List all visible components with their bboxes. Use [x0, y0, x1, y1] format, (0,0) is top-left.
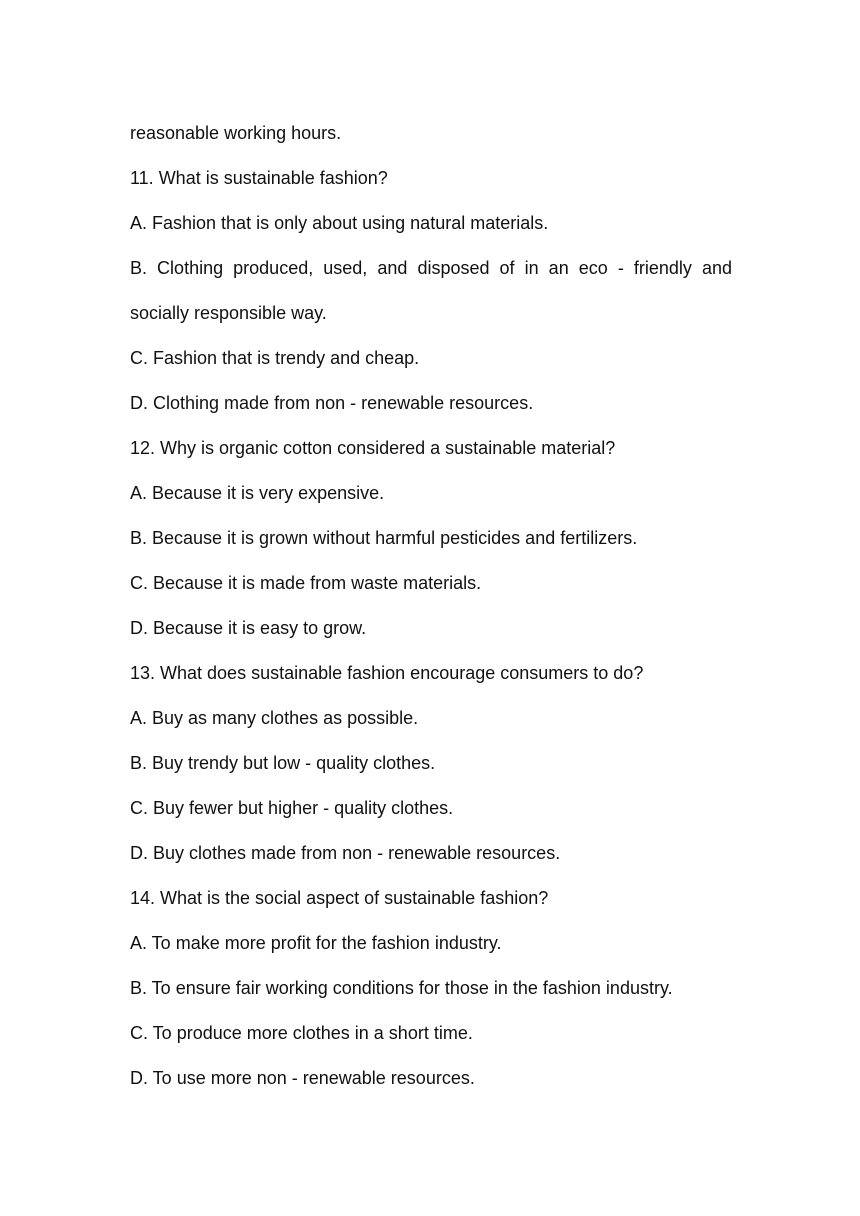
- option-a: A. Because it is very expensive.: [130, 483, 385, 503]
- option-d: D. To use more non - renewable resources.: [130, 1068, 475, 1088]
- question-stem: 14. What is the social aspect of sustainable fashion?: [130, 888, 549, 908]
- option-c: C. Fashion that is trendy and cheap.: [130, 348, 420, 368]
- question-12: [130, 426, 732, 651]
- option-b: B. Because it is grown without harmful pesticides and fertilizers.: [130, 528, 638, 548]
- option-c: C. Because it is made from waste materials.: [130, 573, 482, 593]
- option-d: D. Clothing made from non - renewable resources.: [130, 393, 534, 413]
- question-stem: 12. Why is organic cotton considered a sustainable material?: [130, 438, 616, 458]
- question-14: [130, 876, 732, 1101]
- question-stem: 13. What does sustainable fashion encourage consumers to do?: [130, 663, 644, 683]
- option-d: D. Buy clothes made from non - renewable resources.: [130, 843, 561, 863]
- option-b: B. Buy trendy but low - quality clothes.: [130, 753, 436, 773]
- question-13: [130, 651, 732, 876]
- option-a: A. Fashion that is only about using natural materials.: [130, 213, 549, 233]
- document-page: [130, 111, 732, 1101]
- question-11: [130, 156, 732, 426]
- option-c: C. Buy fewer but higher - quality clothes.: [130, 798, 454, 818]
- option-b: B. Clothing produced, used, and disposed of in an eco - friendly and socially responsible way.: [130, 258, 732, 323]
- question-stem: 11. What is sustainable fashion?: [130, 168, 388, 188]
- option-b: B. To ensure fair working conditions for those in the fashion industry.: [130, 978, 673, 998]
- option-d: D. Because it is easy to grow.: [130, 618, 367, 638]
- continuation-text: reasonable working hours.: [130, 123, 342, 143]
- option-c: C. To produce more clothes in a short time.: [130, 1023, 473, 1043]
- option-a: A. Buy as many clothes as possible.: [130, 708, 419, 728]
- option-a: A. To make more profit for the fashion industry.: [130, 933, 502, 953]
